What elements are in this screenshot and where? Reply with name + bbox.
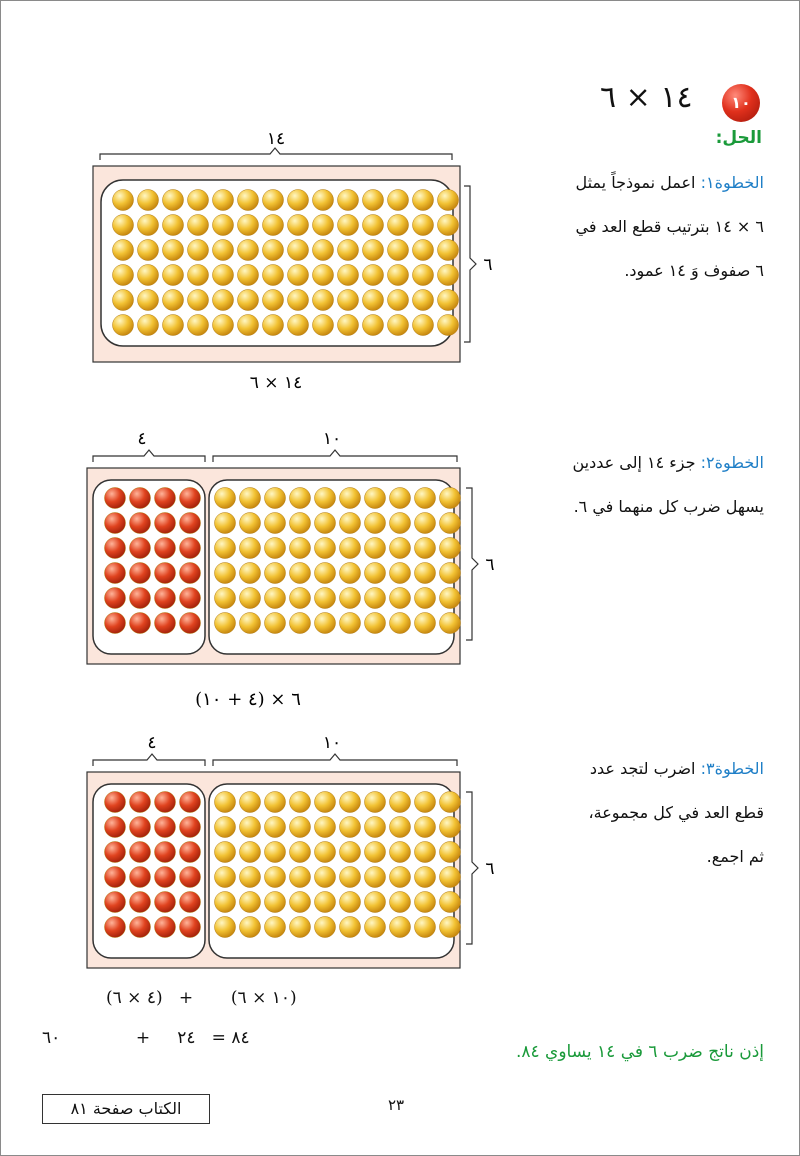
yellow-counter (113, 215, 134, 236)
yellow-counter (265, 513, 286, 534)
yellow-counter (365, 588, 386, 609)
red-counter (105, 867, 126, 888)
yellow-counter (313, 315, 334, 336)
yellow-counter (415, 892, 436, 913)
red-counter (180, 792, 201, 813)
yellow-counter (215, 917, 236, 938)
yellow-counter (365, 613, 386, 634)
yellow-counter (240, 917, 261, 938)
yellow-counter (390, 792, 411, 813)
yellow-counter (340, 792, 361, 813)
model-1-side-label: ٦ (483, 255, 493, 275)
yellow-counter (315, 563, 336, 584)
yellow-counter (390, 817, 411, 838)
step-2-line-1: جزء ١٤ إلى عددين (572, 453, 696, 472)
yellow-counter (390, 488, 411, 509)
yellow-counter (213, 315, 234, 336)
yellow-counter (288, 240, 309, 261)
yellow-counter (288, 190, 309, 211)
yellow-counter (315, 613, 336, 634)
yellow-counter (188, 215, 209, 236)
yellow-counter (338, 190, 359, 211)
yellow-counter (263, 215, 284, 236)
yellow-counter (390, 917, 411, 938)
yellow-counter (440, 613, 461, 634)
yellow-counter (365, 563, 386, 584)
yellow-counter (363, 290, 384, 311)
yellow-counter (163, 240, 184, 261)
model-3 (87, 754, 478, 968)
yellow-counter (138, 290, 159, 311)
equation-line-1: (٤ × ٦) + (١٠ × ٦) (106, 988, 297, 1008)
yellow-counter (340, 513, 361, 534)
model-2-caption: (٤ + ١٠) × ٦ (195, 689, 301, 710)
red-counter (155, 563, 176, 584)
yellow-counter (213, 265, 234, 286)
page-number: ٢٣ (388, 1096, 405, 1114)
yellow-counter (415, 563, 436, 584)
yellow-counter (240, 588, 261, 609)
yellow-counter (290, 792, 311, 813)
yellow-counter (363, 265, 384, 286)
model-1-side-brace (464, 186, 476, 342)
exercise-number-badge: ١٠ (722, 84, 760, 122)
model-3-side-brace (466, 792, 478, 944)
yellow-counter (265, 563, 286, 584)
yellow-counter (188, 240, 209, 261)
red-counter (180, 488, 201, 509)
yellow-counter (365, 892, 386, 913)
yellow-counter (340, 613, 361, 634)
yellow-counter (238, 265, 259, 286)
yellow-counter (263, 265, 284, 286)
yellow-counter (415, 538, 436, 559)
yellow-counter (263, 240, 284, 261)
model-1-caption: ١٤ × ٦ (249, 373, 303, 393)
yellow-counter (215, 588, 236, 609)
yellow-counter (415, 613, 436, 634)
yellow-counter (390, 588, 411, 609)
red-counter (105, 892, 126, 913)
yellow-counter (440, 792, 461, 813)
yellow-counter (440, 892, 461, 913)
yellow-counter (365, 513, 386, 534)
yellow-counter (215, 842, 236, 863)
yellow-counter (265, 817, 286, 838)
yellow-counter (315, 892, 336, 913)
step-1-label: الخطوة١: (700, 173, 764, 192)
yellow-counter (315, 488, 336, 509)
yellow-counter (113, 190, 134, 211)
yellow-counter (240, 867, 261, 888)
yellow-counter (138, 190, 159, 211)
model-2 (87, 450, 478, 664)
yellow-counter (390, 563, 411, 584)
step-2-label: الخطوة٢: (700, 453, 764, 472)
yellow-counter (113, 240, 134, 261)
yellow-counter (163, 190, 184, 211)
yellow-counter (215, 488, 236, 509)
red-counter (130, 842, 151, 863)
red-counter (130, 613, 151, 634)
yellow-counter (315, 538, 336, 559)
red-counter (180, 613, 201, 634)
model-1 (93, 148, 476, 362)
yellow-counter (440, 917, 461, 938)
yellow-counter (240, 613, 261, 634)
yellow-counter (388, 240, 409, 261)
yellow-counter (215, 892, 236, 913)
yellow-counter (265, 588, 286, 609)
red-counter (155, 842, 176, 863)
red-counter (180, 563, 201, 584)
exercise-expression: ١٤ × ٦ (600, 80, 693, 115)
yellow-counter (215, 792, 236, 813)
yellow-counter (388, 215, 409, 236)
yellow-counter (388, 190, 409, 211)
yellow-counter (315, 917, 336, 938)
yellow-counter (390, 538, 411, 559)
yellow-counter (188, 290, 209, 311)
red-counter (155, 488, 176, 509)
yellow-counter (340, 817, 361, 838)
yellow-counter (363, 190, 384, 211)
yellow-counter (440, 488, 461, 509)
yellow-counter (213, 215, 234, 236)
yellow-counter (215, 538, 236, 559)
model-2-side-label: ٦ (485, 555, 495, 575)
red-counter (180, 817, 201, 838)
model-3-side-label: ٦ (485, 859, 495, 879)
yellow-counter (415, 917, 436, 938)
yellow-counter (338, 265, 359, 286)
yellow-counter (113, 265, 134, 286)
yellow-counter (263, 315, 284, 336)
yellow-counter (340, 538, 361, 559)
yellow-counter (365, 792, 386, 813)
yellow-counter (338, 215, 359, 236)
yellow-counter (238, 315, 259, 336)
red-counter (155, 538, 176, 559)
yellow-counter (240, 792, 261, 813)
yellow-counter (213, 240, 234, 261)
model-3-right-label: ١٠ (322, 733, 342, 753)
red-counter (105, 488, 126, 509)
yellow-counter (438, 315, 459, 336)
red-counter (105, 917, 126, 938)
red-counter (180, 513, 201, 534)
yellow-counter (290, 867, 311, 888)
yellow-counter (340, 588, 361, 609)
yellow-counter (290, 488, 311, 509)
red-counter (130, 538, 151, 559)
yellow-counter (365, 488, 386, 509)
red-counter (155, 792, 176, 813)
yellow-counter (313, 290, 334, 311)
yellow-counter (238, 215, 259, 236)
yellow-counter (440, 563, 461, 584)
yellow-counter (440, 842, 461, 863)
model-3-right-brace (213, 754, 457, 766)
model-2-left-brace (93, 450, 205, 462)
red-counter (105, 792, 126, 813)
yellow-counter (163, 215, 184, 236)
red-counter (130, 892, 151, 913)
yellow-counter (438, 215, 459, 236)
equation-line-2: ٨٤ = ٢٤ + ٦٠ (42, 1028, 250, 1048)
red-counter (155, 917, 176, 938)
yellow-counter (240, 488, 261, 509)
red-counter (105, 588, 126, 609)
step-1-line-3: ٦ صفوف وَ ١٤ عمود. (624, 261, 764, 280)
yellow-counter (438, 265, 459, 286)
step-3-line-3: ثم اجمع. (706, 847, 764, 866)
yellow-counter (138, 315, 159, 336)
yellow-counter (265, 842, 286, 863)
yellow-counter (365, 867, 386, 888)
yellow-counter (388, 315, 409, 336)
yellow-counter (388, 290, 409, 311)
yellow-counter (413, 265, 434, 286)
yellow-counter (365, 842, 386, 863)
yellow-counter (313, 190, 334, 211)
yellow-counter (415, 792, 436, 813)
red-counter (180, 917, 201, 938)
yellow-counter (215, 817, 236, 838)
yellow-counter (363, 240, 384, 261)
yellow-counter (340, 563, 361, 584)
yellow-counter (265, 792, 286, 813)
yellow-counter (238, 190, 259, 211)
yellow-counter (340, 892, 361, 913)
yellow-counter (290, 917, 311, 938)
red-counter (180, 588, 201, 609)
red-counter (130, 513, 151, 534)
yellow-counter (440, 588, 461, 609)
red-counter (180, 842, 201, 863)
yellow-counter (240, 538, 261, 559)
yellow-counter (390, 613, 411, 634)
step-3-line-2: قطع العد في كل مجموعة، (588, 803, 764, 822)
yellow-counter (315, 792, 336, 813)
step-1-line-1: اعمل نموذجاً يمثل (575, 173, 696, 192)
yellow-counter (290, 513, 311, 534)
book-reference-box: الكتاب صفحة ٨١ (42, 1094, 210, 1124)
model-2-right-label: ١٠ (322, 429, 342, 449)
yellow-counter (390, 892, 411, 913)
yellow-counter (265, 488, 286, 509)
yellow-counter (163, 265, 184, 286)
yellow-counter (313, 265, 334, 286)
red-counter (180, 538, 201, 559)
red-counter (105, 513, 126, 534)
yellow-counter (340, 867, 361, 888)
yellow-counter (113, 290, 134, 311)
yellow-counter (438, 240, 459, 261)
yellow-counter (290, 613, 311, 634)
yellow-counter (315, 842, 336, 863)
yellow-counter (265, 917, 286, 938)
yellow-counter (388, 265, 409, 286)
yellow-counter (290, 538, 311, 559)
yellow-counter (438, 190, 459, 211)
yellow-counter (363, 215, 384, 236)
yellow-counter (440, 538, 461, 559)
red-counter (130, 917, 151, 938)
red-counter (155, 613, 176, 634)
red-counter (155, 892, 176, 913)
yellow-counter (365, 917, 386, 938)
yellow-counter (213, 190, 234, 211)
yellow-counter (215, 867, 236, 888)
yellow-counter (263, 290, 284, 311)
yellow-counter (313, 240, 334, 261)
yellow-counter (440, 817, 461, 838)
yellow-counter (288, 215, 309, 236)
red-counter (105, 563, 126, 584)
yellow-counter (440, 513, 461, 534)
yellow-counter (240, 842, 261, 863)
red-counter (180, 892, 201, 913)
yellow-counter (315, 867, 336, 888)
red-counter (105, 538, 126, 559)
yellow-counter (290, 842, 311, 863)
red-counter (180, 867, 201, 888)
yellow-counter (265, 613, 286, 634)
yellow-counter (290, 817, 311, 838)
yellow-counter (390, 513, 411, 534)
yellow-counter (238, 290, 259, 311)
yellow-counter (315, 588, 336, 609)
red-counter (130, 817, 151, 838)
yellow-counter (288, 315, 309, 336)
yellow-counter (290, 892, 311, 913)
step-3-label: الخطوة٣: (700, 759, 764, 778)
step-1-line-2: ٦ × ١٤ بترتيب قطع العد في (575, 217, 764, 236)
yellow-counter (215, 613, 236, 634)
red-counter (105, 817, 126, 838)
red-counter (155, 513, 176, 534)
red-counter (130, 563, 151, 584)
yellow-counter (288, 265, 309, 286)
model-1-top-brace (100, 148, 452, 160)
red-counter (105, 842, 126, 863)
yellow-counter (340, 917, 361, 938)
yellow-counter (415, 867, 436, 888)
yellow-counter (188, 315, 209, 336)
yellow-counter (163, 290, 184, 311)
yellow-counter (238, 240, 259, 261)
yellow-counter (415, 488, 436, 509)
yellow-counter (213, 290, 234, 311)
yellow-counter (290, 563, 311, 584)
yellow-counter (413, 215, 434, 236)
step-2-line-2: يسهل ضرب كل منهما في ٦. (573, 497, 764, 516)
yellow-counter (163, 315, 184, 336)
model-3-left-brace (93, 754, 205, 766)
yellow-counter (138, 215, 159, 236)
yellow-counter (413, 315, 434, 336)
yellow-counter (240, 817, 261, 838)
yellow-counter (438, 290, 459, 311)
yellow-counter (263, 190, 284, 211)
yellow-counter (413, 290, 434, 311)
yellow-counter (390, 867, 411, 888)
red-counter (105, 613, 126, 634)
red-counter (130, 792, 151, 813)
yellow-counter (188, 190, 209, 211)
yellow-counter (113, 315, 134, 336)
yellow-counter (240, 892, 261, 913)
yellow-counter (413, 190, 434, 211)
yellow-counter (340, 488, 361, 509)
yellow-counter (240, 513, 261, 534)
yellow-counter (363, 315, 384, 336)
yellow-counter (290, 588, 311, 609)
red-counter (155, 867, 176, 888)
red-counter (130, 588, 151, 609)
red-counter (155, 817, 176, 838)
yellow-counter (338, 315, 359, 336)
model-1-top-label: ١٤ (266, 129, 286, 149)
yellow-counter (288, 290, 309, 311)
yellow-counter (365, 817, 386, 838)
yellow-counter (415, 842, 436, 863)
yellow-counter (413, 240, 434, 261)
yellow-counter (365, 538, 386, 559)
yellow-counter (265, 867, 286, 888)
yellow-counter (415, 817, 436, 838)
yellow-counter (215, 513, 236, 534)
yellow-counter (138, 240, 159, 261)
solution-label: الحل: (715, 128, 762, 148)
yellow-counter (215, 563, 236, 584)
yellow-counter (265, 538, 286, 559)
model-2-left-label: ٤ (137, 429, 147, 449)
yellow-counter (315, 513, 336, 534)
step-3-line-1: اضرب لتجد عدد (589, 759, 696, 778)
yellow-counter (188, 265, 209, 286)
red-counter (155, 588, 176, 609)
red-counter (130, 867, 151, 888)
yellow-counter (338, 240, 359, 261)
yellow-counter (415, 513, 436, 534)
conclusion-text: إذن ناتج ضرب ٦ في ١٤ يساوي ٨٤. (515, 1042, 764, 1062)
yellow-counter (315, 817, 336, 838)
yellow-counter (415, 588, 436, 609)
yellow-counter (390, 842, 411, 863)
yellow-counter (440, 867, 461, 888)
model-2-right-brace (213, 450, 457, 462)
model-3-left-label: ٤ (147, 733, 157, 753)
yellow-counter (338, 290, 359, 311)
yellow-counter (313, 215, 334, 236)
yellow-counter (265, 892, 286, 913)
red-counter (130, 488, 151, 509)
yellow-counter (240, 563, 261, 584)
yellow-counter (340, 842, 361, 863)
model-2-side-brace (466, 488, 478, 640)
yellow-counter (138, 265, 159, 286)
